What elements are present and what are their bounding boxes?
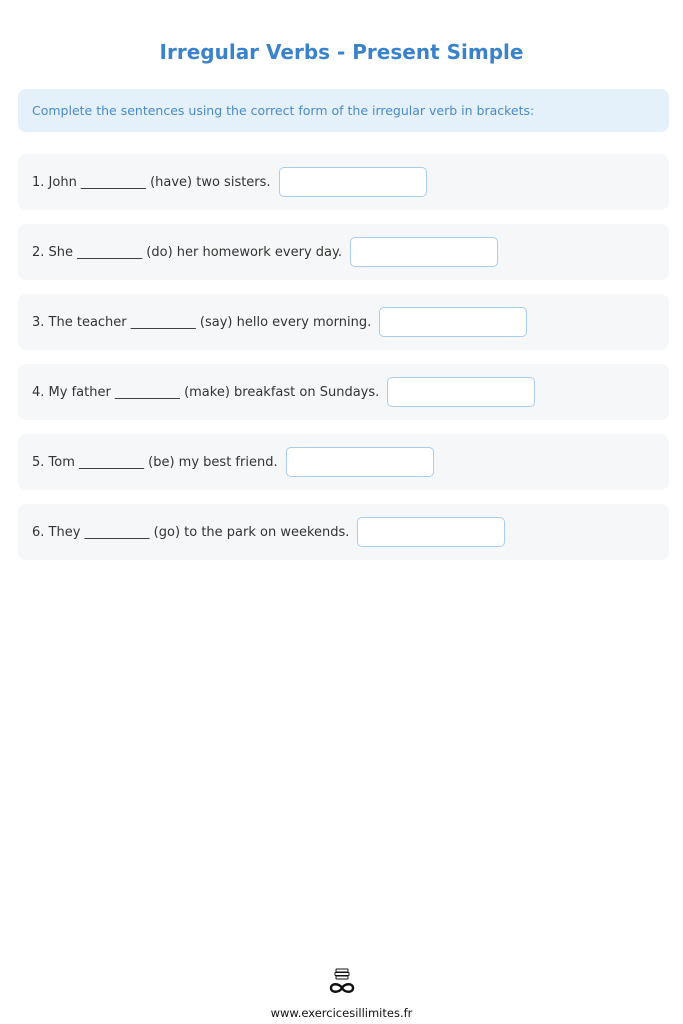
answer-input-5[interactable] [286, 447, 434, 477]
question-row-4 [18, 364, 669, 420]
answer-input-6[interactable] [357, 517, 505, 547]
question-row-2 [18, 224, 669, 280]
question-row-1 [18, 154, 669, 210]
page-footer [0, 968, 683, 1020]
page-title: Irregular Verbs - Present Simple [159, 40, 524, 64]
footer-site-url[interactable]: www.exercicesillimites.fr [270, 1006, 413, 1020]
question-text-5: 5. Tom __________ (be) my best friend. [32, 454, 278, 470]
question-row-3 [18, 294, 669, 350]
infinity-book-logo-icon [325, 968, 359, 998]
answer-input-3[interactable] [379, 307, 527, 337]
question-list [18, 154, 669, 574]
answer-input-1[interactable] [279, 167, 427, 197]
question-text-2: 2. She __________ (do) her homework every day. [32, 244, 342, 260]
question-row-5 [18, 434, 669, 490]
answer-input-4[interactable] [387, 377, 535, 407]
question-row-6 [18, 504, 669, 560]
question-text-3: 3. The teacher __________ (say) hello every morning. [32, 314, 372, 330]
instructions-banner [18, 89, 669, 132]
question-text-4: 4. My father __________ (make) breakfast on Sundays. [32, 384, 380, 400]
question-text-6: 6. They __________ (go) to the park on weekends. [32, 524, 350, 540]
answer-input-2[interactable] [350, 237, 498, 267]
question-text-1: 1. John __________ (have) two sisters. [32, 174, 271, 190]
instructions-text: Complete the sentences using the correct form of the irregular verb in brackets: [32, 103, 535, 118]
